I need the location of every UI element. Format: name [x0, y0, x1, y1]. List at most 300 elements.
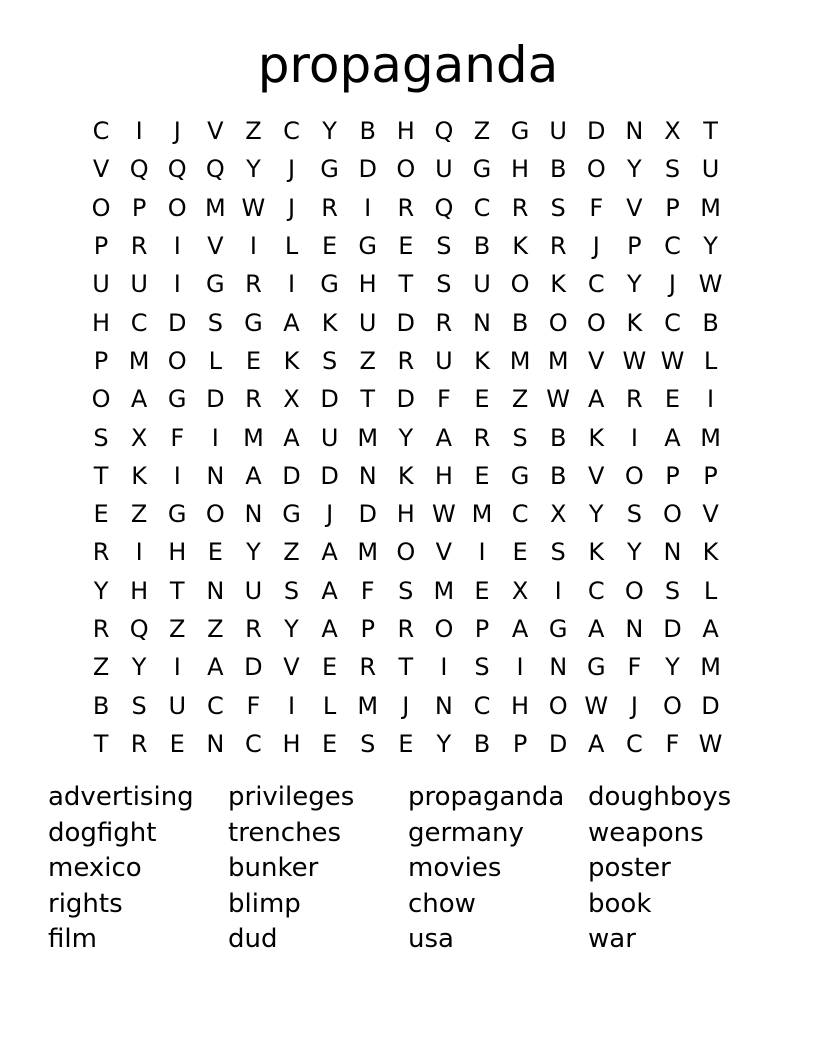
grid-letter: Y [131, 653, 147, 682]
grid-letter: I [173, 653, 181, 682]
grid-letter: D [358, 155, 377, 184]
grid-letter: P [474, 615, 490, 643]
grid-letter: K [474, 346, 490, 375]
grid-letter: I [173, 461, 181, 490]
grid-letter: A [130, 385, 148, 414]
grid-letter: E [322, 729, 338, 758]
word-list-item: movies [408, 853, 502, 883]
grid-letter: E [398, 232, 414, 261]
grid-letter: C [92, 117, 110, 146]
grid-letter: Z [207, 615, 224, 643]
grid-letter: E [398, 729, 414, 758]
word-list-item: film [48, 924, 97, 954]
grid-letter: N [206, 576, 225, 605]
grid-letter: I [211, 423, 219, 452]
grid-letter: Y [627, 155, 642, 184]
grid-letter: Y [436, 729, 452, 758]
grid-letter: Y [665, 653, 680, 682]
grid-letter: F [436, 385, 451, 414]
grid-letter: Y [246, 538, 261, 567]
grid-row [82, 227, 730, 265]
grid-letter: M [357, 538, 379, 567]
grid-letter: L [322, 691, 337, 720]
grid-letter: Z [130, 500, 148, 529]
grid-letter: D [396, 385, 416, 414]
grid-letter: W [698, 729, 723, 758]
grid-letter: J [630, 691, 638, 720]
grid-letter: E [322, 653, 338, 682]
grid-letter: L [703, 576, 718, 605]
grid-letter: E [245, 346, 261, 375]
grid-letter: G [586, 653, 606, 682]
grid-row [82, 342, 730, 380]
grid-letter: R [626, 385, 643, 414]
grid-letter: O [167, 346, 187, 375]
grid-letter: U [244, 576, 263, 605]
grid-letter: V [92, 155, 110, 184]
grid-letter: A [588, 615, 605, 643]
grid-letter: R [359, 653, 377, 682]
grid-letter: B [549, 155, 567, 184]
grid-letter: O [167, 193, 187, 222]
grid-letter: S [398, 576, 414, 605]
grid-letter: F [627, 653, 642, 682]
grid-letter: G [320, 155, 339, 184]
grid-letter: A [664, 423, 681, 452]
grid-letter: O [91, 193, 111, 222]
grid-letter: U [358, 308, 377, 337]
grid-letter: W [622, 346, 647, 375]
grid-letter: N [625, 615, 644, 643]
word-list-item: dogfight [48, 817, 157, 848]
grid-letter: S [207, 308, 223, 337]
grid-letter: Q [129, 615, 149, 643]
word-list-item: chow [408, 888, 476, 919]
grid-letter: Z [511, 385, 529, 414]
grid-letter: S [664, 576, 681, 605]
grid-letter: B [92, 691, 110, 720]
grid-letter: A [435, 423, 453, 452]
grid-letter: M [128, 346, 150, 375]
grid-letter: M [204, 193, 226, 222]
grid-letter: O [91, 385, 111, 414]
grid-letter: K [626, 308, 643, 337]
grid-letter: R [435, 308, 453, 337]
grid-letter: C [511, 500, 529, 529]
grid-letter: I [287, 270, 296, 299]
grid-letter: B [473, 232, 491, 261]
grid-letter: M [433, 576, 455, 605]
grid-letter: V [283, 653, 300, 682]
word-list-item: doughboys [588, 782, 732, 812]
grid-letter: J [592, 232, 600, 261]
grid-letter: S [360, 729, 376, 758]
grid-letter: E [322, 232, 338, 261]
grid-letter: N [358, 461, 377, 490]
grid-letter: M [547, 346, 569, 375]
grid-letter: O [624, 576, 644, 605]
grid-letter: O [586, 155, 606, 184]
grid-letter: S [321, 346, 338, 375]
grid-letter: H [434, 461, 453, 490]
grid-letter: V [588, 461, 605, 490]
grid-letter: J [287, 155, 296, 184]
grid-letter: A [511, 615, 529, 643]
grid-letter: J [402, 691, 410, 720]
grid-letter: C [206, 691, 224, 720]
grid-letter: N [244, 500, 263, 529]
grid-letter: K [283, 346, 300, 375]
grid-letter: N [473, 308, 491, 337]
grid-letter: P [93, 346, 109, 375]
grid-letter: K [550, 270, 567, 299]
grid-letter: J [326, 500, 334, 529]
grid-letter: B [549, 461, 567, 490]
grid-letter: X [130, 423, 148, 452]
grid-letter: D [396, 308, 416, 337]
grid-letter: J [668, 270, 676, 299]
grid-letter: B [702, 308, 719, 337]
grid-letter: Y [627, 538, 642, 567]
word-list-item: bunker [228, 853, 319, 883]
grid-letter: E [474, 461, 490, 490]
grid-letter: A [283, 423, 300, 452]
grid-letter: G [206, 270, 225, 299]
grid-letter: H [92, 308, 111, 337]
grid-letter: D [548, 729, 568, 758]
grid-letter: Y [703, 232, 718, 261]
grid-letter: D [320, 461, 339, 490]
grid-letter: S [512, 423, 528, 452]
grid-letter: N [625, 117, 644, 146]
grid-letter: U [701, 155, 720, 184]
grid-letter: O [548, 308, 568, 337]
grid-letter: V [435, 538, 453, 567]
grid-letter: P [93, 232, 109, 261]
grid-letter: M [243, 423, 264, 452]
grid-letter: H [168, 538, 187, 567]
grid-letter: S [283, 576, 300, 605]
grid-row [82, 457, 730, 495]
grid-letter: Y [588, 500, 604, 529]
grid-letter: W [698, 270, 723, 299]
grid-letter: K [397, 461, 414, 490]
grid-letter: F [360, 576, 375, 605]
grid-letter: T [398, 270, 414, 299]
word-list [48, 780, 768, 958]
grid-letter: A [283, 308, 300, 337]
word-list-column [408, 780, 588, 958]
grid-letter: K [321, 308, 338, 337]
grid-letter: Y [322, 117, 337, 146]
grid-letter: I [630, 423, 638, 452]
grid-letter: T [93, 729, 109, 758]
grid-row [82, 495, 730, 533]
grid-letter: V [207, 117, 224, 146]
grid-letter: I [287, 691, 296, 720]
grid-row [82, 189, 730, 227]
grid-letter: N [549, 653, 568, 682]
grid-letter: R [245, 615, 262, 643]
grid-letter: N [434, 691, 453, 720]
grid-letter: Q [434, 193, 454, 222]
grid-letter: I [135, 538, 143, 567]
grid-letter: C [664, 308, 681, 337]
grid-letter: P [703, 461, 718, 490]
grid-letter: K [512, 232, 528, 261]
grid-letter: F [665, 729, 680, 758]
grid-letter: D [587, 117, 606, 146]
grid-letter: A [321, 538, 338, 567]
grid-letter: W [584, 691, 609, 720]
grid-letter: Q [205, 155, 225, 184]
grid-letter: D [701, 691, 720, 720]
grid-letter: I [707, 385, 715, 414]
grid-letter: N [206, 461, 225, 490]
grid-letter: R [92, 538, 110, 567]
grid-row [82, 418, 730, 456]
grid-letter: S [131, 691, 147, 720]
grid-letter: Z [283, 538, 300, 567]
grid-letter: O [663, 691, 682, 720]
word-list-item: book [588, 888, 652, 919]
grid-letter: Z [359, 346, 376, 375]
word-list-item: propaganda [408, 782, 565, 812]
page-title: propaganda [257, 36, 559, 94]
grid-letter: X [664, 117, 681, 146]
grid-letter: E [474, 385, 490, 414]
word-list-item: mexico [48, 853, 142, 883]
grid-row [82, 572, 730, 610]
grid-letter: C [587, 576, 605, 605]
grid-letter: H [511, 691, 530, 720]
grid-letter: R [397, 193, 415, 222]
grid-letter: I [478, 538, 486, 567]
grid-letter: Q [167, 155, 187, 184]
grid-letter: W [660, 346, 685, 375]
grid-letter: O [205, 500, 225, 529]
grid-letter: H [396, 500, 415, 529]
grid-row [82, 112, 730, 150]
grid-letter: G [320, 270, 339, 299]
grid-letter: P [512, 729, 528, 758]
grid-letter: O [396, 538, 416, 567]
grid-letter: C [130, 308, 148, 337]
grid-letter: R [511, 193, 529, 222]
grid-row [82, 610, 730, 648]
grid-letter: V [207, 232, 224, 261]
grid-letter: J [173, 117, 181, 146]
grid-letter: S [550, 193, 566, 222]
grid-row [82, 648, 730, 686]
word-list-item: weapons [588, 817, 704, 848]
grid-letter: Y [246, 155, 261, 184]
grid-letter: O [548, 691, 568, 720]
grid-letter: Y [284, 615, 299, 643]
grid-letter: V [702, 500, 719, 529]
grid-letter: T [169, 576, 185, 605]
grid-letter: Q [129, 155, 149, 184]
grid-letter: G [472, 155, 492, 184]
grid-row [82, 265, 730, 303]
grid-letter: B [511, 308, 529, 337]
word-list-item: dud [228, 924, 278, 954]
grid-letter: D [206, 385, 225, 414]
grid-letter: R [130, 232, 148, 261]
grid-letter: S [664, 155, 681, 184]
grid-letter: D [282, 461, 301, 490]
grid-letter: S [93, 423, 109, 452]
grid-letter: F [246, 691, 261, 720]
grid-letter: B [359, 117, 376, 146]
grid-letter: K [588, 423, 605, 452]
word-list-column [48, 780, 228, 958]
grid-letter: E [93, 500, 109, 529]
grid-letter: X [283, 385, 300, 414]
grid-letter: U [549, 117, 567, 146]
grid-letter: L [703, 346, 718, 375]
grid-letter: P [665, 461, 680, 490]
grid-letter: V [588, 346, 605, 375]
letter-grid [82, 112, 730, 763]
word-list-item: trenches [228, 817, 342, 848]
grid-letter: S [550, 538, 566, 567]
grid-letter: J [287, 193, 296, 222]
grid-letter: O [510, 270, 530, 299]
grid-letter: T [398, 653, 414, 682]
grid-letter: G [510, 117, 530, 146]
grid-letter: E [169, 729, 185, 758]
grid-letter: S [474, 653, 490, 682]
grid-letter: A [321, 615, 338, 643]
grid-letter: R [549, 232, 567, 261]
grid-letter: G [244, 308, 263, 337]
grid-letter: T [93, 461, 109, 490]
grid-letter: U [473, 270, 491, 299]
grid-letter: M [509, 346, 531, 375]
grid-letter: W [432, 500, 456, 529]
grid-letter: Z [473, 117, 491, 146]
grid-letter: F [589, 193, 604, 222]
grid-letter: M [700, 653, 721, 682]
grid-letter: R [130, 729, 148, 758]
grid-letter: Q [434, 117, 454, 146]
grid-letter: C [283, 117, 300, 146]
grid-letter: X [511, 576, 529, 605]
word-list-item: privileges [228, 782, 355, 812]
word-list-item: blimp [228, 888, 301, 919]
grid-letter: M [471, 500, 493, 529]
word-list-item: poster [588, 853, 671, 883]
grid-letter: I [364, 193, 372, 222]
word-list-column [588, 780, 768, 958]
grid-letter: Z [169, 615, 186, 643]
grid-letter: I [516, 653, 524, 682]
grid-letter: U [435, 346, 453, 375]
grid-letter: C [473, 691, 491, 720]
grid-letter: U [320, 423, 339, 452]
grid-letter: X [549, 500, 567, 529]
grid-letter: K [702, 538, 719, 567]
grid-letter: R [397, 615, 415, 643]
grid-letter: A [588, 385, 605, 414]
grid-letter: R [397, 346, 415, 375]
grid-letter: C [473, 193, 491, 222]
grid-row [82, 303, 730, 341]
grid-letter: O [434, 615, 454, 643]
grid-letter: S [436, 232, 452, 261]
grid-letter: K [131, 461, 148, 490]
grid-letter: Y [398, 423, 414, 452]
grid-letter: D [358, 500, 377, 529]
grid-letter: R [245, 385, 262, 414]
grid-letter: B [473, 729, 491, 758]
grid-letter: G [510, 461, 530, 490]
grid-letter: C [625, 729, 643, 758]
grid-letter: P [665, 193, 680, 222]
grid-letter: S [626, 500, 642, 529]
grid-letter: G [167, 500, 187, 529]
grid-letter: C [245, 729, 262, 758]
grid-row [82, 725, 730, 763]
grid-letter: D [663, 615, 682, 643]
word-list-item: usa [408, 924, 454, 954]
grid-letter: W [546, 385, 571, 414]
grid-letter: E [474, 576, 490, 605]
word-list-item: war [588, 924, 636, 954]
grid-letter: R [321, 193, 338, 222]
grid-letter: T [703, 117, 718, 146]
grid-letter: N [206, 729, 225, 758]
grid-letter: M [700, 423, 721, 452]
grid-letter: G [167, 385, 187, 414]
grid-letter: U [92, 270, 110, 299]
grid-letter: R [245, 270, 262, 299]
grid-letter: O [624, 461, 644, 490]
grid-letter: F [170, 423, 185, 452]
grid-letter: P [627, 232, 642, 261]
grid-letter: A [702, 615, 719, 643]
grid-letter: O [586, 308, 606, 337]
grid-letter: Y [93, 576, 109, 605]
grid-letter: A [245, 461, 262, 490]
grid-letter: G [358, 232, 377, 261]
grid-letter: E [664, 385, 681, 414]
grid-letter: M [700, 193, 721, 222]
grid-letter: S [436, 270, 452, 299]
grid-letter: N [663, 538, 682, 567]
grid-letter: R [473, 423, 491, 452]
grid-letter: H [396, 117, 415, 146]
grid-letter: T [360, 385, 376, 414]
grid-letter: H [358, 270, 377, 299]
grid-letter: R [92, 615, 110, 643]
grid-letter: H [511, 155, 530, 184]
grid-letter: M [357, 691, 379, 720]
word-list-column [228, 780, 408, 958]
grid-letter: A [321, 576, 338, 605]
grid-letter: D [167, 308, 187, 337]
grid-letter: I [173, 232, 181, 261]
grid-letter: H [282, 729, 301, 758]
grid-letter: G [282, 500, 301, 529]
grid-letter: Z [92, 653, 110, 682]
grid-letter: D [244, 653, 263, 682]
word-list-item: germany [408, 817, 524, 848]
grid-letter: U [168, 691, 187, 720]
grid-letter: M [357, 423, 379, 452]
grid-letter: I [554, 576, 562, 605]
